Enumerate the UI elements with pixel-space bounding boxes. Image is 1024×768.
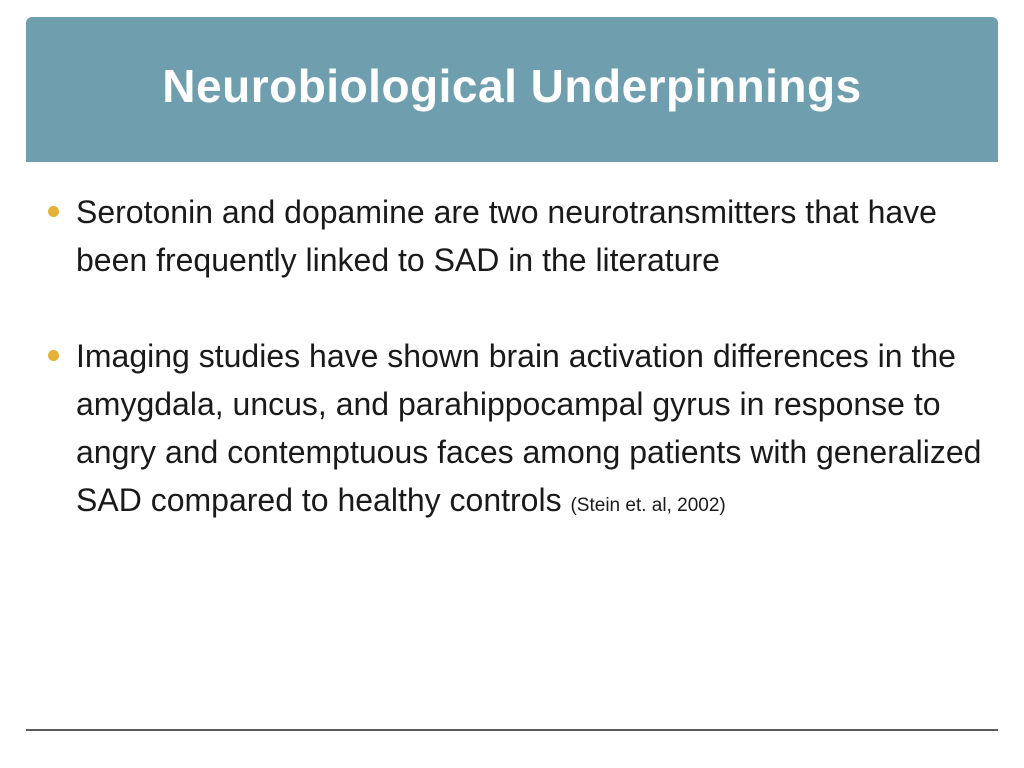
bullet-text: Imaging studies have shown brain activation differences in the amygdala, uncus, and parahippocampal gyrus in response to angry and contemptuous faces among patients with generalized SAD compared to healthy controls	[76, 338, 982, 518]
footer-divider	[26, 729, 998, 731]
bullet-item-imaging-studies	[44, 332, 984, 524]
bullet-item-neurotransmitters	[44, 188, 984, 284]
bullet-text: Serotonin and dopamine are two neurotransmitters that have been frequently linked to SAD in the literature	[76, 194, 937, 278]
slide-title-bar	[26, 17, 998, 162]
slide-title: Neurobiological Underpinnings	[162, 59, 862, 112]
bullet-citation: (Stein et. al, 2002)	[570, 495, 726, 516]
round-bullet-icon	[48, 206, 59, 217]
round-bullet-icon	[48, 350, 59, 361]
slide-content	[44, 188, 984, 524]
